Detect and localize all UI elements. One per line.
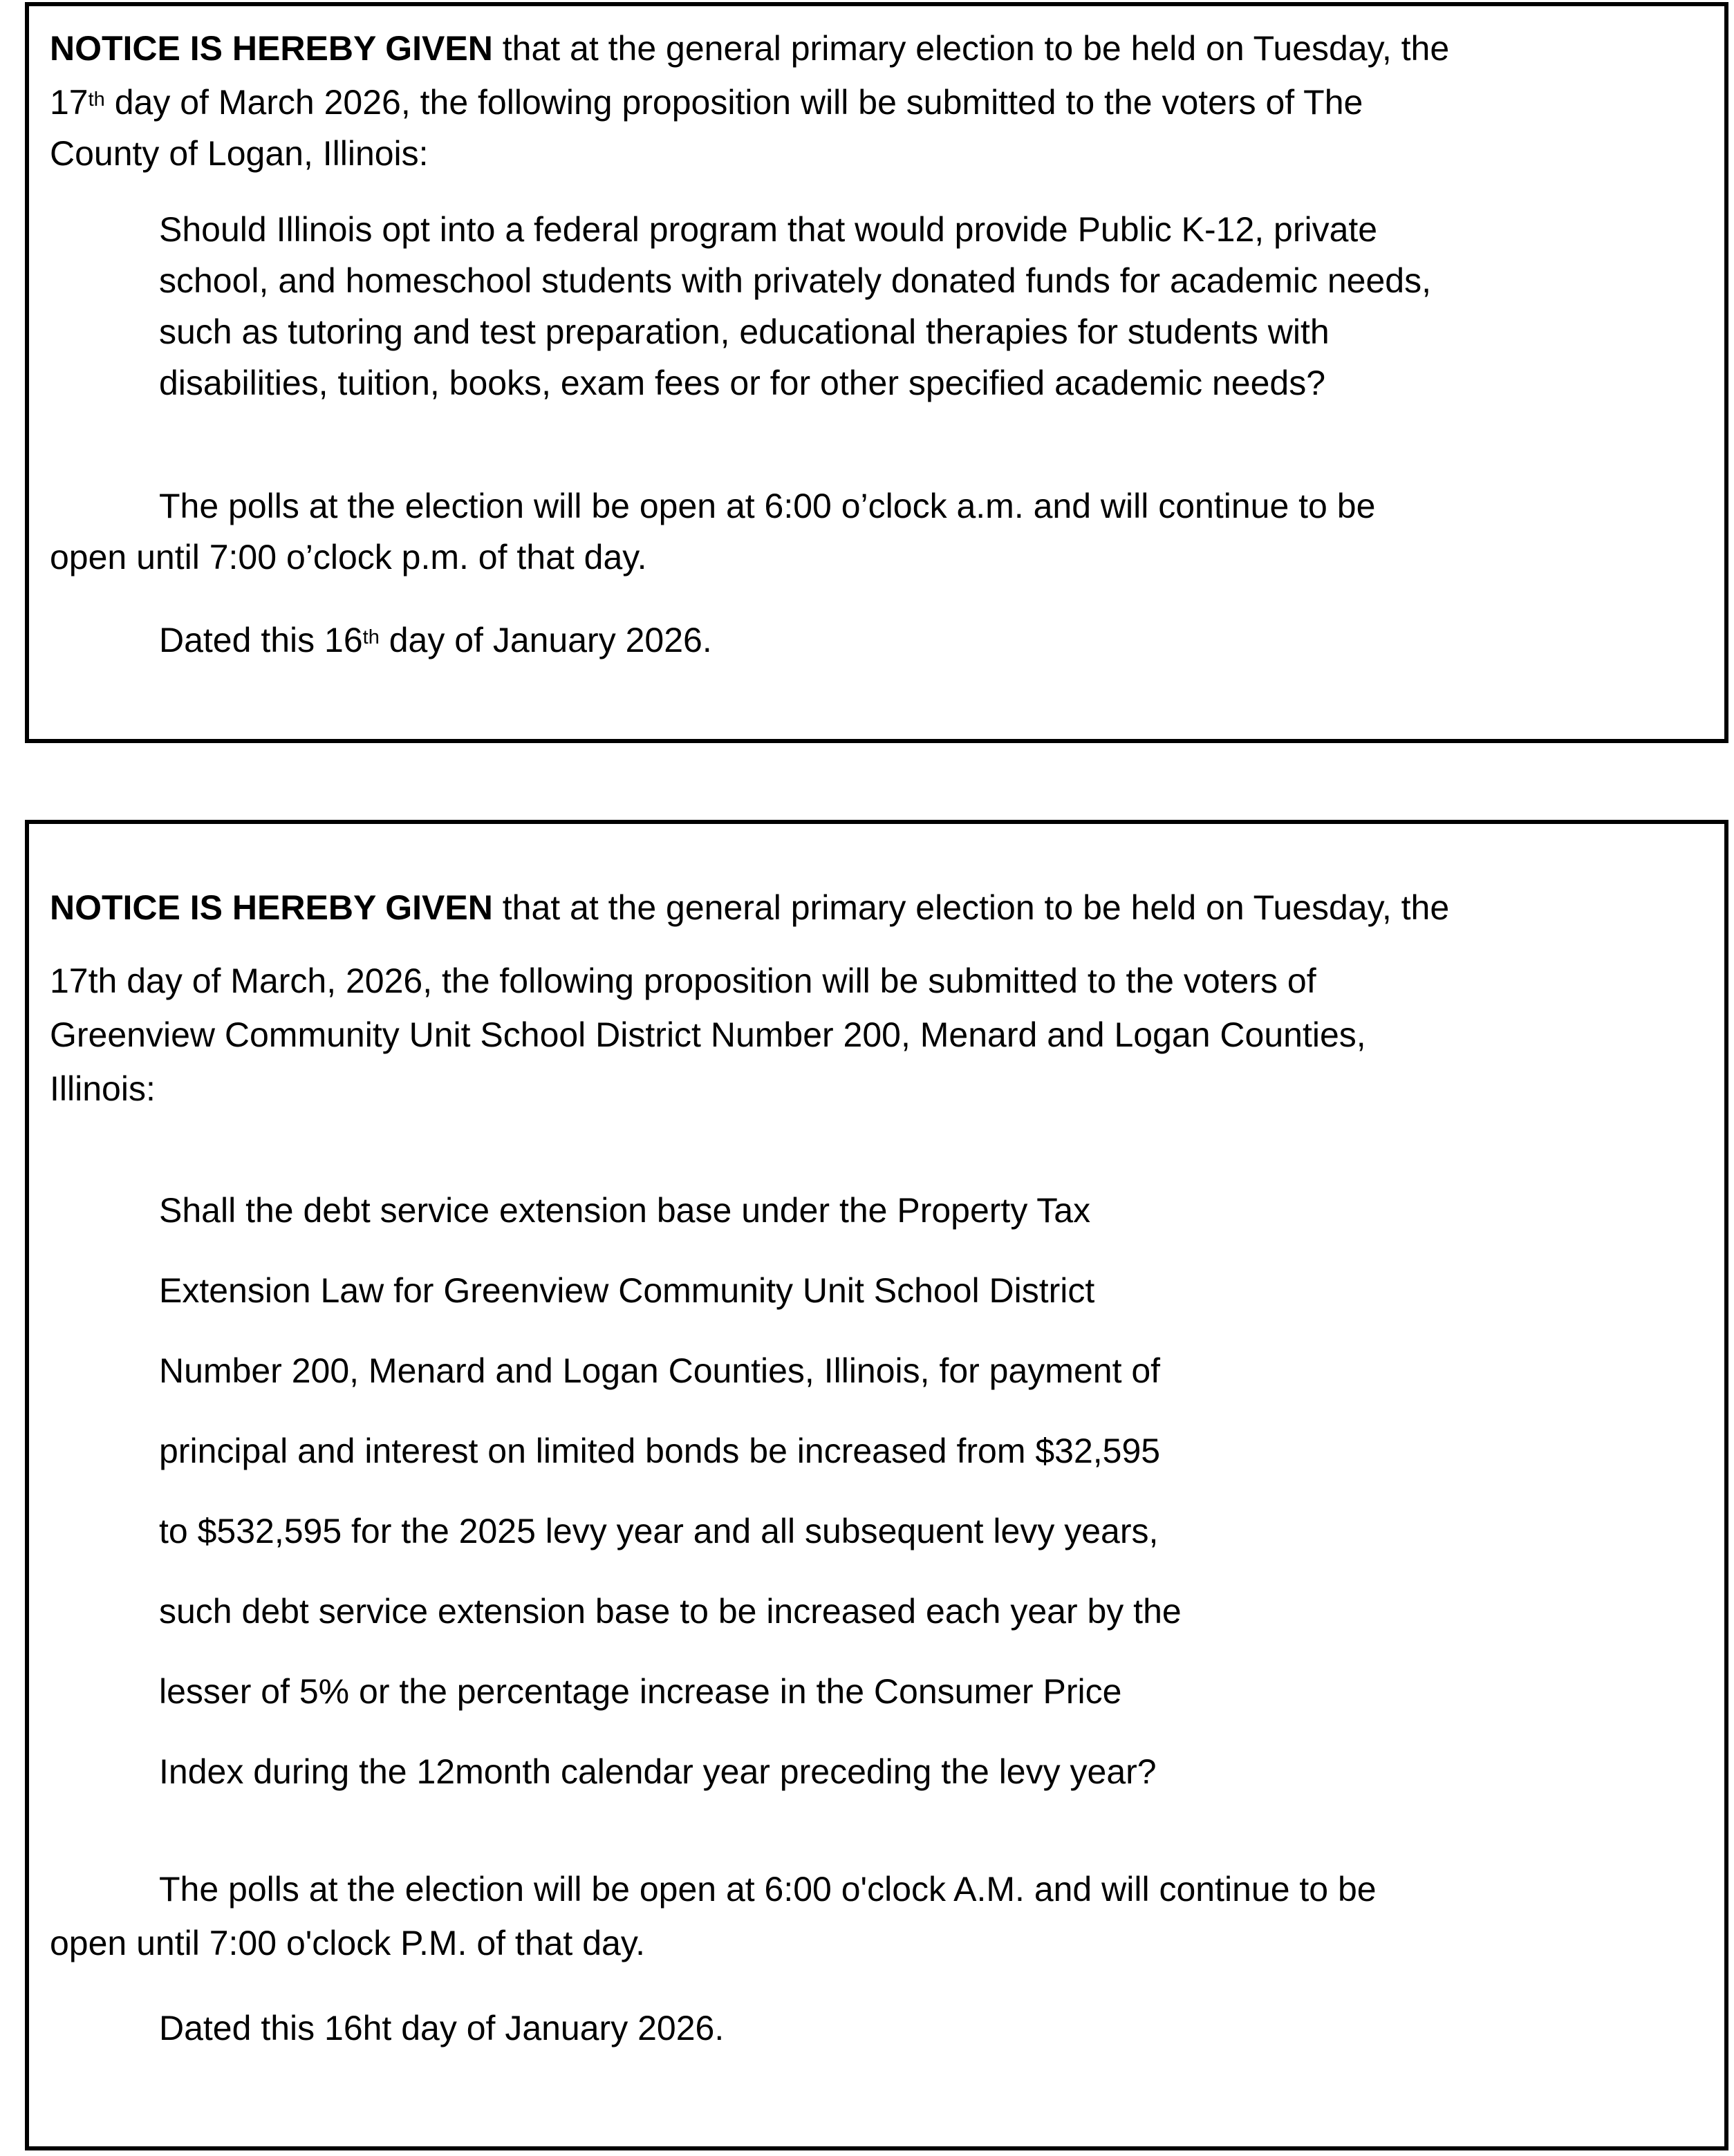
text-segment: open until 7:00 o'clock P.M. of that day. bbox=[50, 1924, 646, 1962]
text-line bbox=[50, 1264, 1706, 1318]
text-segment: day of March 2026, the following proposition will be submitted to the voters of The bbox=[104, 83, 1363, 122]
text-segment: to $532,595 for the 2025 levy year and all subsequent levy years, bbox=[159, 1512, 1159, 1550]
text-segment: principal and interest on limited bonds be increased from $32,595 bbox=[159, 1432, 1161, 1470]
paragraph bbox=[50, 612, 1706, 666]
text-segment: The polls at the election will be open at 6:00 o'clock A.M. and will continue to be bbox=[159, 1870, 1377, 1909]
text-segment: day of January 2026. bbox=[379, 621, 712, 660]
text-segment: Greenview Community Unit School District Number 200, Menard and Logan Counties, bbox=[50, 1015, 1366, 1054]
notice-box-greenview-district bbox=[25, 820, 1728, 2150]
text-line bbox=[50, 480, 1706, 532]
text-segment: lesser of 5% or the percentage increase in the Consumer Price bbox=[159, 1672, 1122, 1711]
text-segment: Extension Law for Greenview Community Unit School District bbox=[159, 1271, 1095, 1310]
text-segment: Illinois: bbox=[50, 1069, 156, 1108]
text-segment: such debt service extension base to be increased each year by the bbox=[159, 1592, 1182, 1631]
text-line bbox=[50, 1504, 1706, 1558]
text-line bbox=[50, 74, 1706, 128]
text-segment: Dated this 16ht day of January 2026. bbox=[159, 2009, 725, 2047]
text-line bbox=[50, 255, 1706, 306]
text-line bbox=[50, 954, 1706, 1008]
text-line bbox=[50, 1008, 1706, 1062]
text-line bbox=[50, 23, 1706, 74]
text-segment: County of Logan, Illinois: bbox=[50, 134, 429, 174]
text-line bbox=[50, 1665, 1706, 1718]
text-line bbox=[50, 1424, 1706, 1478]
text-segment: Index during the 12month calendar year preceding the levy year? bbox=[159, 1752, 1157, 1791]
notice-box-county-logan bbox=[25, 2, 1728, 743]
paragraph bbox=[50, 954, 1706, 1116]
text-line bbox=[50, 128, 1706, 179]
text-line bbox=[50, 1062, 1706, 1116]
paragraph bbox=[50, 1183, 1706, 1799]
notice-lead-in-text: NOTICE IS HEREBY GIVEN bbox=[50, 29, 493, 68]
text-segment: disabilities, tuition, books, exam fees or for other specified academic needs? bbox=[159, 364, 1326, 403]
text-line bbox=[50, 1584, 1706, 1638]
text-segment: open until 7:00 o’clock p.m. of that day. bbox=[50, 538, 647, 577]
text-segment: 17 bbox=[50, 83, 88, 122]
paragraph bbox=[50, 23, 1706, 179]
text-line bbox=[50, 612, 1706, 666]
text-segment: The polls at the election will be open at 6:00 o’clock a.m. and will continue to be bbox=[159, 487, 1376, 526]
text-line bbox=[50, 1862, 1706, 1916]
text-line bbox=[50, 532, 1706, 583]
text-segment: that at the general primary election to be held on Tuesday, the bbox=[492, 888, 1450, 927]
text-line bbox=[50, 357, 1706, 409]
text-line bbox=[50, 1344, 1706, 1398]
paragraph bbox=[50, 881, 1706, 935]
text-line bbox=[50, 881, 1706, 935]
paragraph bbox=[50, 1862, 1706, 1970]
text-line bbox=[50, 1183, 1706, 1237]
text-line bbox=[50, 1916, 1706, 1970]
text-segment: such as tutoring and test preparation, educational therapies for students with bbox=[159, 312, 1330, 352]
ordinal-superscript: th bbox=[362, 626, 380, 649]
text-segment: 17th day of March, 2026, the following proposition will be submitted to the voters of bbox=[50, 962, 1316, 1000]
text-segment: school, and homeschool students with privately donated funds for academic needs, bbox=[159, 261, 1431, 301]
paragraph bbox=[50, 480, 1706, 583]
text-line bbox=[50, 1745, 1706, 1799]
text-segment: Shall the debt service extension base under the Property Tax bbox=[159, 1191, 1091, 1230]
text-segment: Number 200, Menard and Logan Counties, Illinois, for payment of bbox=[159, 1351, 1161, 1390]
ordinal-superscript: th bbox=[88, 88, 105, 111]
text-segment: Should Illinois opt into a federal program that would provide Public K-12, private bbox=[159, 210, 1378, 250]
text-segment: Dated this 16 bbox=[159, 621, 363, 660]
text-line bbox=[50, 2001, 1706, 2055]
paragraph bbox=[50, 2001, 1706, 2055]
text-line bbox=[50, 204, 1706, 255]
text-line bbox=[50, 306, 1706, 357]
notice-lead-in-text: NOTICE IS HEREBY GIVEN bbox=[50, 888, 493, 927]
paragraph bbox=[50, 204, 1706, 409]
text-segment: that at the general primary election to be held on Tuesday, the bbox=[492, 29, 1450, 68]
